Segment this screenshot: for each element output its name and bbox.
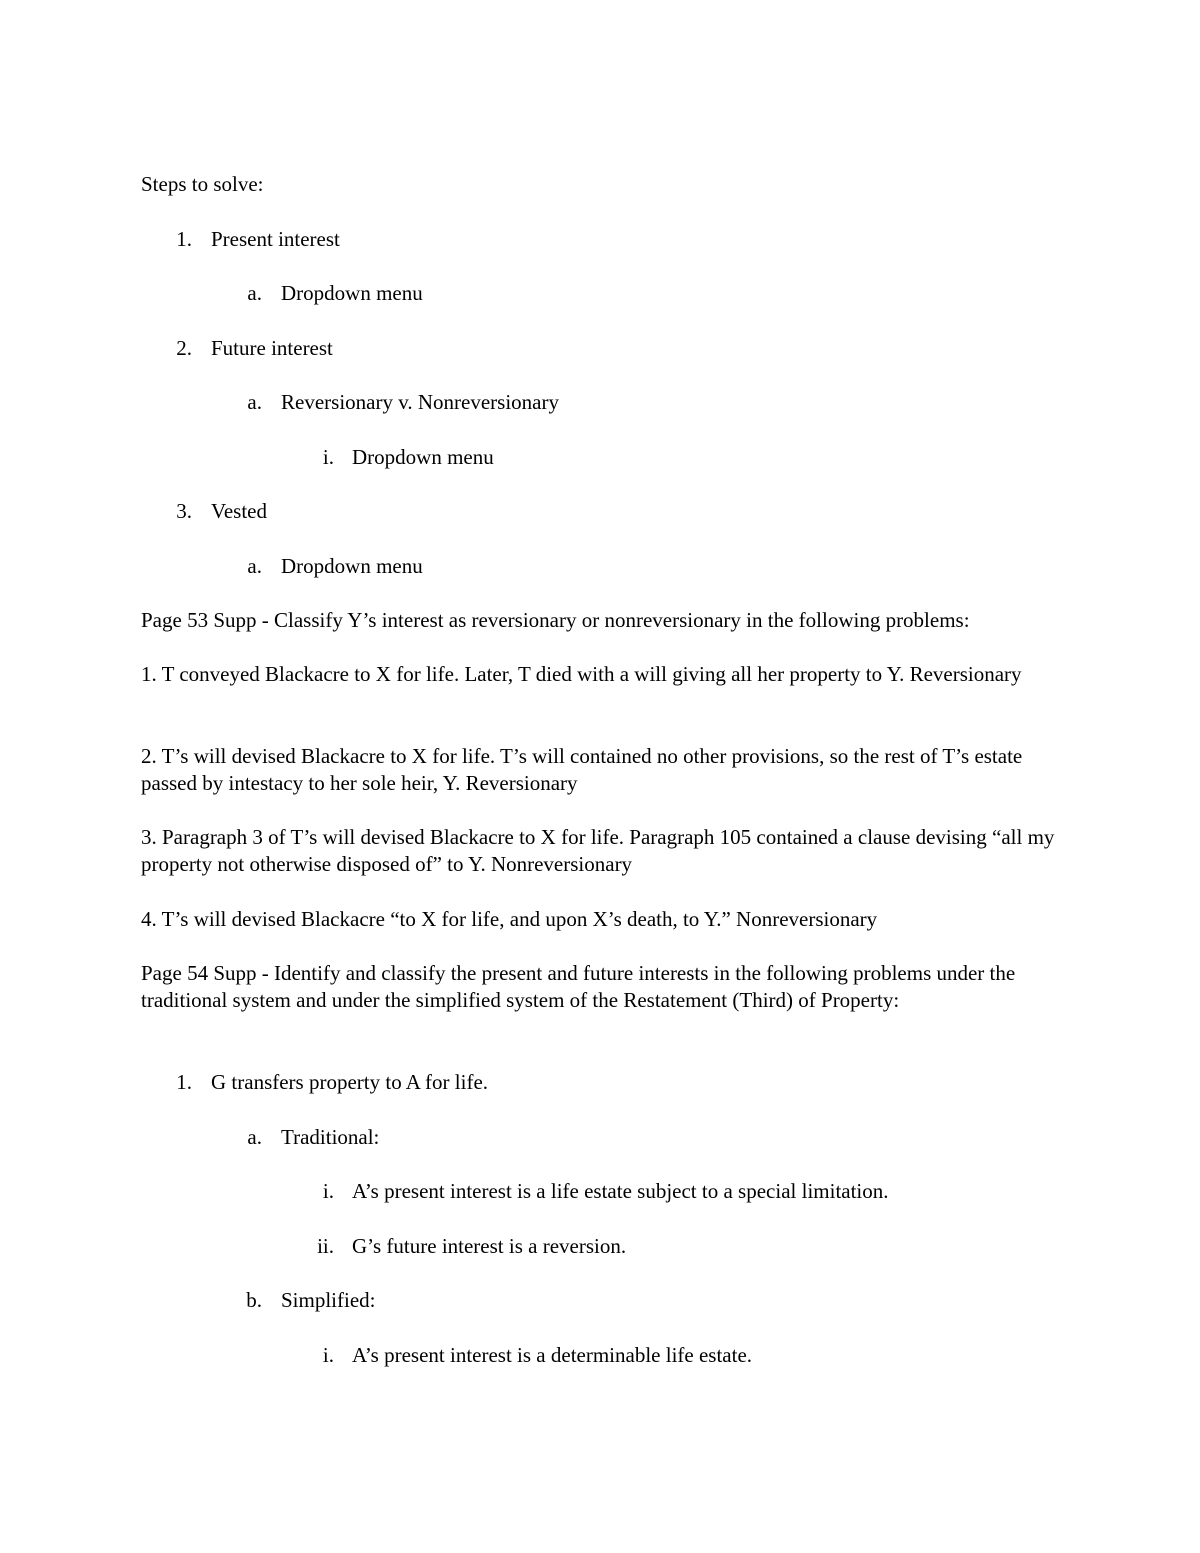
list-item-text: Simplified:	[281, 1288, 376, 1312]
page53-intro: Page 53 Supp - Classify Y’s interest as reversionary or nonreversionary in the following problems:	[141, 608, 970, 632]
list-item	[164, 335, 333, 362]
list-item-text: Dropdown menu	[281, 554, 423, 578]
page53-problem-1: 1. T conveyed Blackacre to X for life. Later, T died with a will giving all her property to Y. Reversionary	[141, 662, 1022, 686]
list-roman: ii.	[317, 1234, 334, 1258]
list-item-text: Reversionary v. Nonreversionary	[281, 390, 559, 414]
list-letter: a.	[247, 281, 262, 305]
list-item-text: Traditional:	[281, 1125, 380, 1149]
list-item	[234, 553, 423, 580]
page53-problem-4: 4. T’s will devised Blackacre “to X for life, and upon X’s death, to Y.” Nonreversionary	[141, 907, 878, 931]
page53-problem-2: 2. T’s will devised Blackacre to X for life. T’s will contained no other provisions, so the rest of T’s estate passed by intestacy to her sole heir, Y. Reversionary	[141, 744, 1023, 795]
list-number: 1.	[176, 227, 192, 251]
list-item	[234, 389, 559, 416]
list-letter: a.	[247, 1125, 262, 1149]
list-roman: i.	[322, 1343, 334, 1367]
list-item-text: Dropdown menu	[352, 445, 494, 469]
list-item	[164, 498, 267, 525]
list-item	[164, 226, 340, 253]
list-item-text: Future interest	[211, 336, 333, 360]
list-number: 1.	[176, 1070, 192, 1094]
list-item	[304, 1233, 626, 1260]
list-letter: b.	[246, 1288, 262, 1312]
list-item-text: G transfers property to A for life.	[211, 1070, 489, 1094]
list-letter: a.	[247, 390, 262, 414]
list-item	[234, 1124, 379, 1151]
list-item-text: A’s present interest is a determinable life estate.	[352, 1343, 753, 1367]
list-roman: i.	[322, 445, 334, 469]
list-item	[304, 444, 494, 471]
list-item-text: Dropdown menu	[281, 281, 423, 305]
list-item	[234, 1287, 376, 1314]
list-item	[304, 1178, 889, 1205]
list-letter: a.	[247, 554, 262, 578]
list-item-text: Vested	[211, 499, 267, 523]
list-roman: i.	[322, 1179, 334, 1203]
steps-heading: Steps to solve:	[141, 172, 264, 196]
list-item	[164, 1069, 488, 1096]
list-item-text: A’s present interest is a life estate subject to a special limitation.	[352, 1179, 889, 1203]
list-item	[234, 280, 423, 307]
list-item-text: Present interest	[211, 227, 340, 251]
list-number: 3.	[176, 499, 192, 523]
list-number: 2.	[176, 336, 192, 360]
page53-problem-3: 3. Paragraph 3 of T’s will devised Blackacre to X for life. Paragraph 105 contained a clause devising “all my property not otherwise disposed of” to Y. Nonreversionary	[141, 825, 1055, 876]
list-item-text: G’s future interest is a reversion.	[352, 1234, 627, 1258]
page54-intro: Page 54 Supp - Identify and classify the present and future interests in the following problems under the traditional system and under the simplified system of the Restatement (Third) of Property:	[141, 961, 1016, 1012]
list-item	[304, 1342, 752, 1369]
